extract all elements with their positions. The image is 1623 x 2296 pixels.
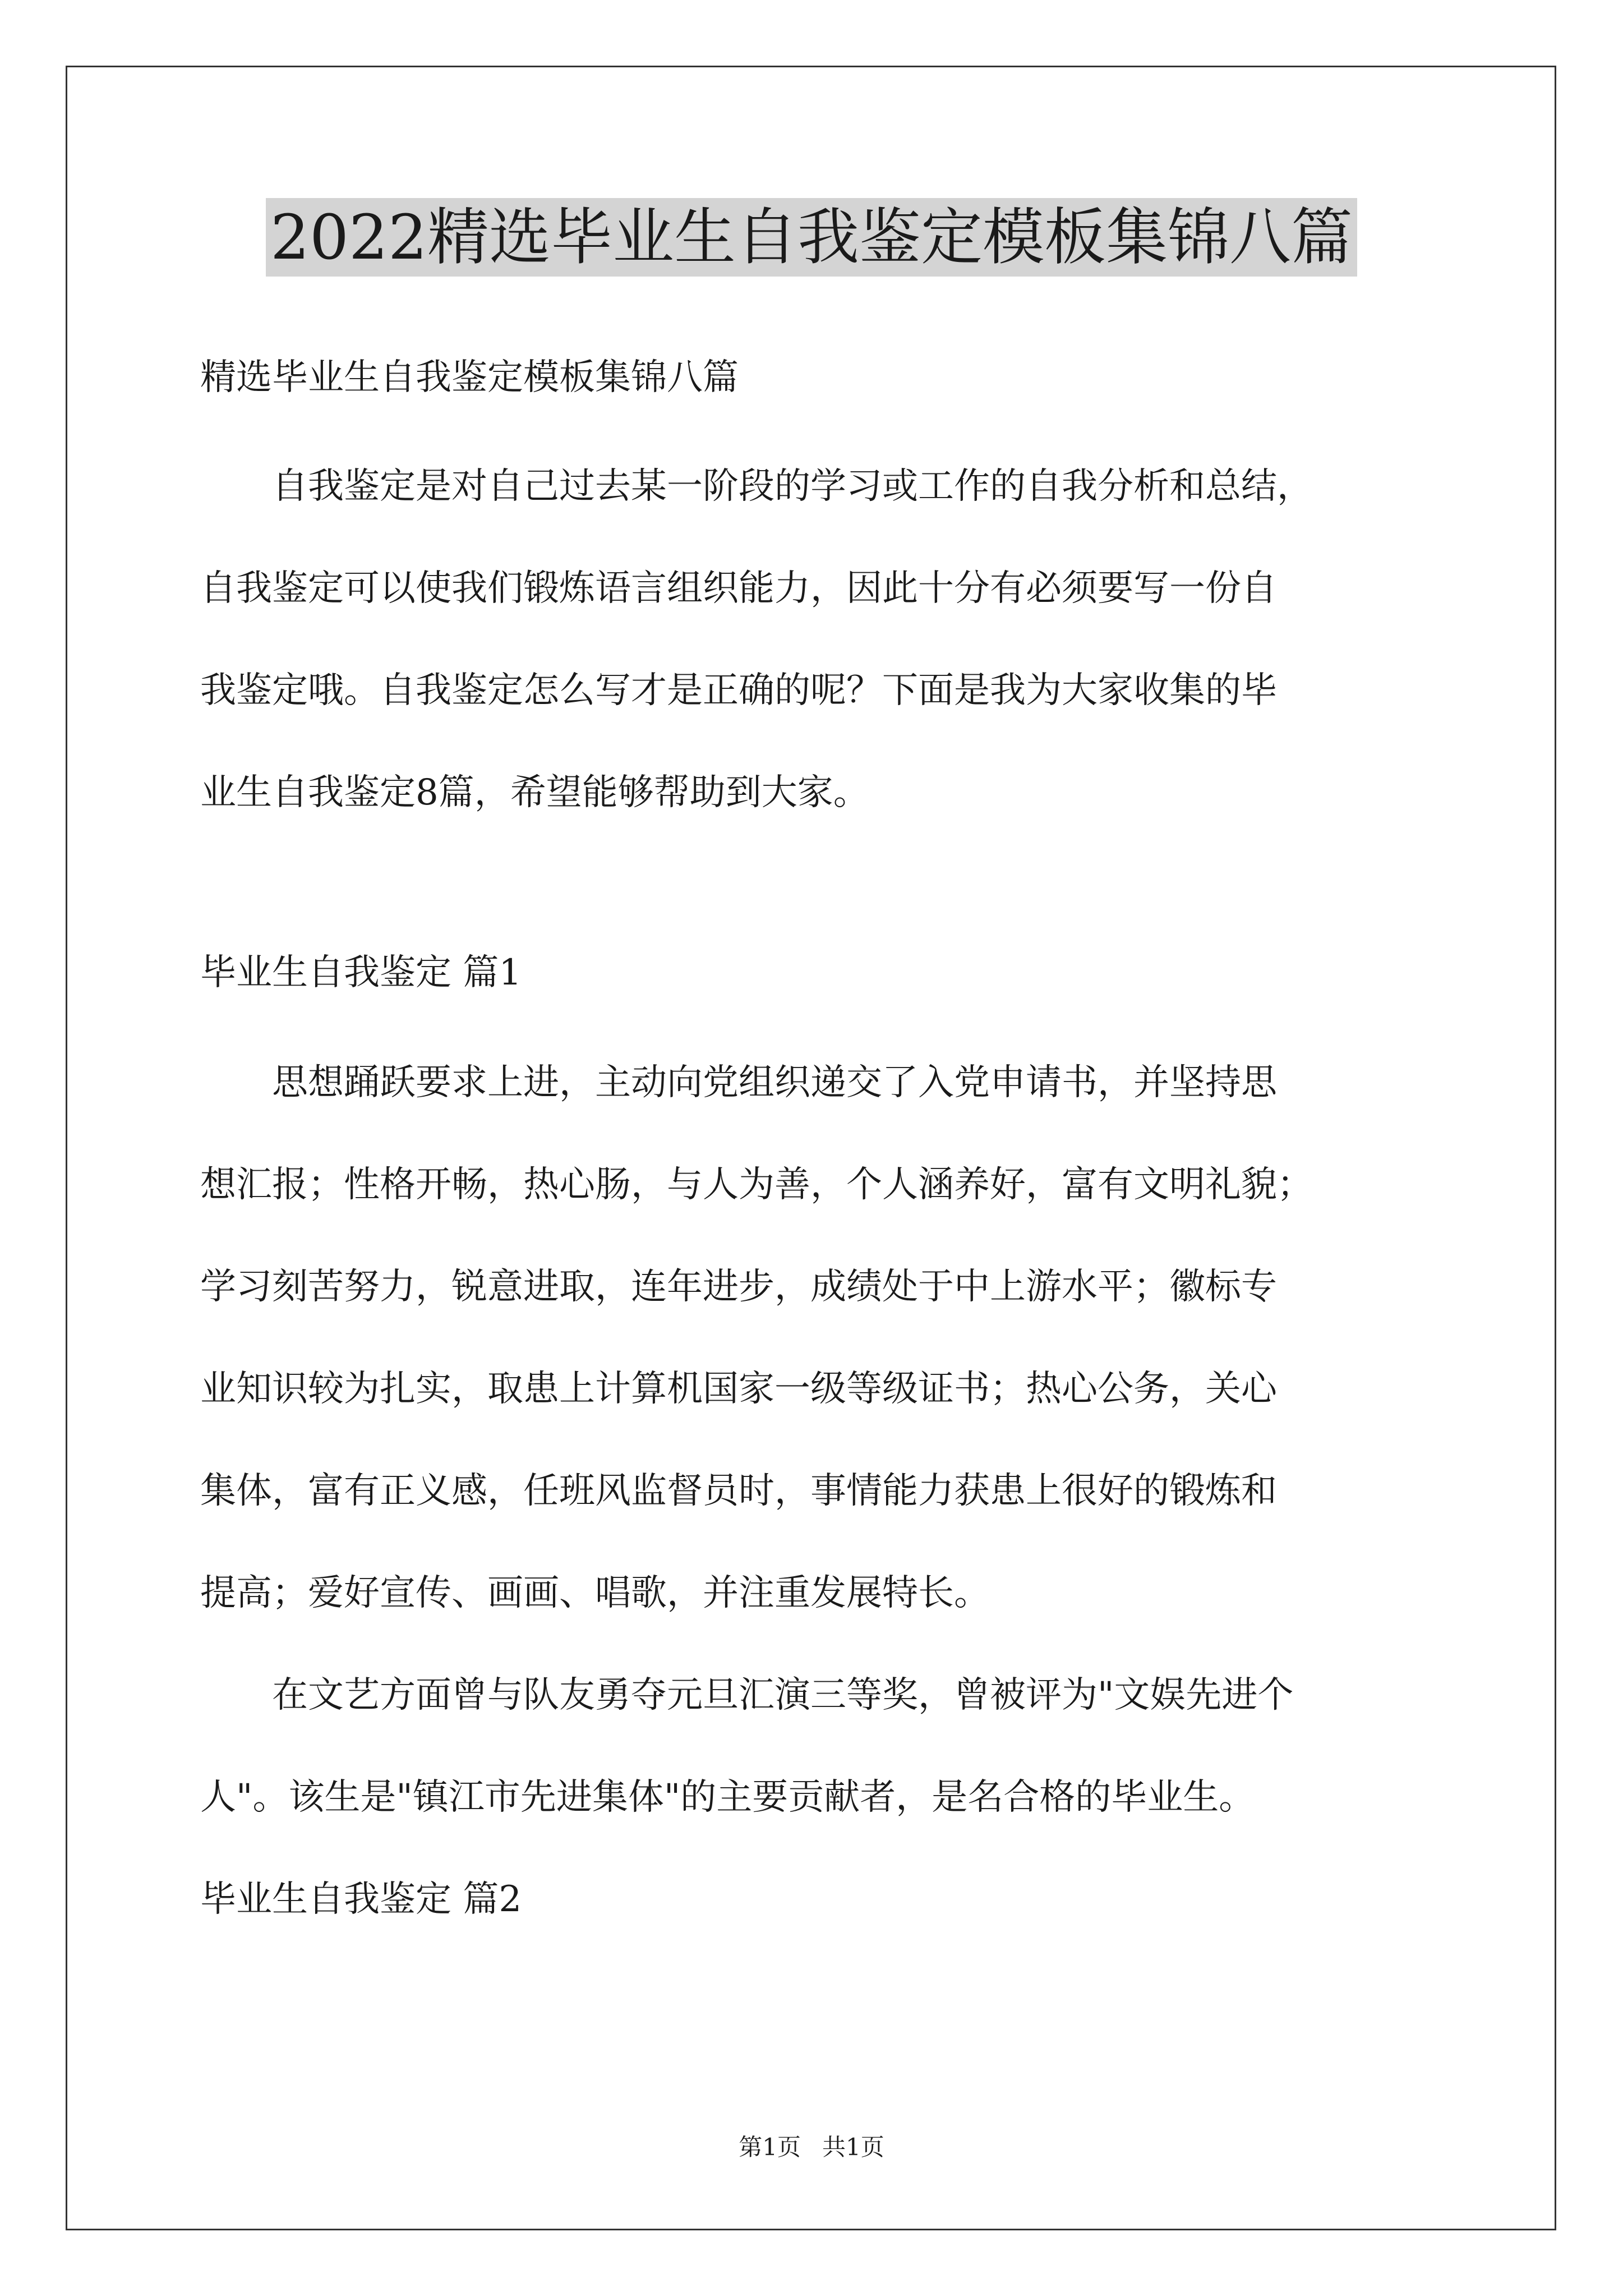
document-title-text: 2022精选毕业生自我鉴定模板集锦八篇 [266, 198, 1357, 277]
intro-line: 自我鉴定是对自己过去某一阶段的学习或工作的自我分析和总结， [200, 466, 1313, 507]
section-heading-2: 毕业生自我鉴定 篇2 [200, 1879, 522, 1920]
intro-line: 自我鉴定可以使我们锻炼语言组织能力，因此十分有必须要写一份自 [200, 568, 1277, 609]
document-subtitle: 精选毕业生自我鉴定模板集锦八篇 [200, 357, 739, 398]
section-heading-1: 毕业生自我鉴定 篇1 [200, 952, 522, 993]
paragraph-line: 提高；爱好宣传、画画、唱歌，并注重发展特长。 [200, 1572, 990, 1614]
paragraph-line: 业知识较为扎实，取患上计算机国家一级等级证书；热心公务，关心 [200, 1368, 1277, 1410]
paragraph-line: 在文艺方面曾与队友勇夺元旦汇演三等奖，曾被评为"文娱先进个 [200, 1674, 1294, 1716]
paragraph-line: 思想踊跃要求上进，主动向党组织递交了入党申请书，并坚持思 [200, 1062, 1277, 1103]
paragraph-line: 人"。该生是"镇江市先进集体"的主要贡献者，是名合格的毕业生。 [200, 1777, 1255, 1818]
paragraph-line: 想汇报；性格开畅，热心肠，与人为善，个人涵养好，富有文明礼貌； [200, 1164, 1313, 1205]
document-title [0, 198, 1623, 277]
intro-line: 业生自我鉴定8篇，希望能够帮助到大家。 [200, 772, 869, 813]
page-footer [0, 2131, 1623, 2164]
paragraph-line: 集体，富有正义感，任班风监督员时，事情能力获患上很好的锻炼和 [200, 1470, 1277, 1512]
page-number: 第1页 [739, 2133, 801, 2161]
intro-line: 我鉴定哦。自我鉴定怎么写才是正确的呢？下面是我为大家收集的毕 [200, 670, 1277, 711]
paragraph-line: 学习刻苦努力，锐意进取，连年进步，成绩处于中上游水平；徽标专 [200, 1266, 1277, 1308]
page-total: 共1页 [822, 2133, 884, 2161]
